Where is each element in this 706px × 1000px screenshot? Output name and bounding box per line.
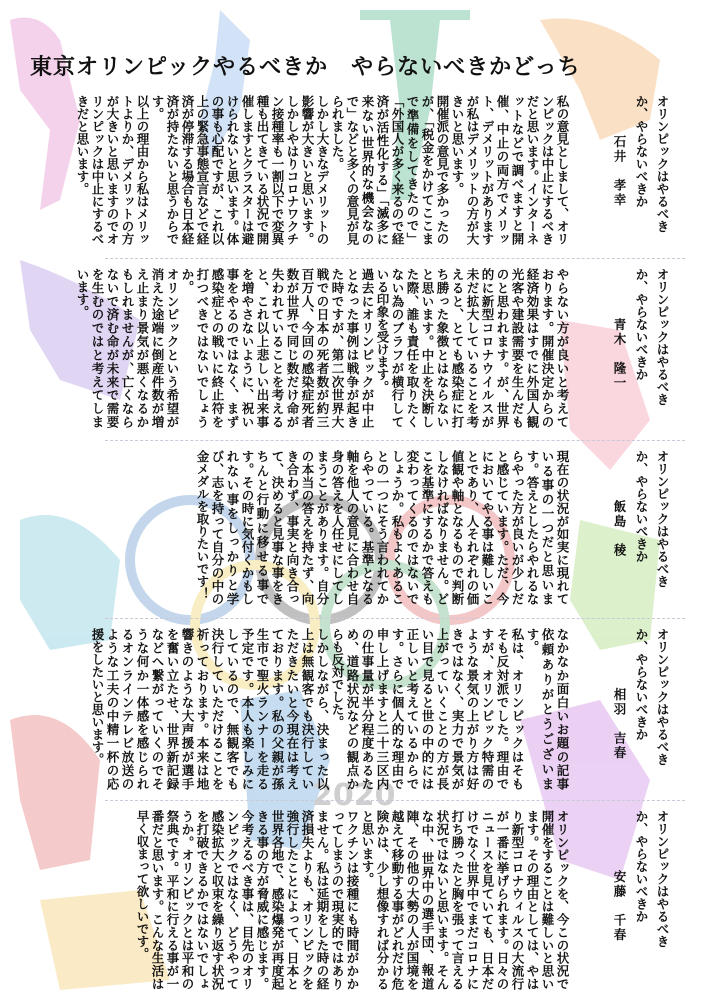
page-title: 東京オリンピックやるべきか やらないべきかどっち — [30, 55, 581, 80]
opinion-paragraph: 以上の理由から私はメリットよりか、デメリットの方が大きいと思いますのでオリンピックは中止にするべきだと思います。 — [75, 95, 150, 245]
section-header — [580, 628, 670, 790]
opinion-paragraph: 開催派の意見で多かったのが、「税金をかけてここまで準備をしてきたので」「外国人が多く来るので経済が活性化する」「滅多に来ない世界的な機会なので」などと多くの意見が見られました。 — [330, 95, 450, 245]
section-header — [580, 95, 670, 245]
opinion-paragraph: なかなか面白いお題の記事依頼ありがとうございます。 — [525, 628, 570, 790]
question-line-2: か、やらないべきか — [634, 810, 649, 923]
opinion-section-3 — [70, 450, 670, 605]
section-divider — [105, 258, 685, 259]
opinion-paragraph: ワクチンは接種にも時間がかかってしまうので現実的ではありません。私は延期をした時の経済損失よりも、オリンピックを強行したことによって、日本と世界各地で、感染爆発が再度起きる事の方が脅威に感じます。今考えるべき事は、目先のオリンピックではなく、どうやって感染拡大と収束を繰り返す状況を打破できるかではないでしょうか。オリンピックとは平和の祭典です。平和に行える事が一番だと思います。こんな生活は早く収まって欲しいです。 — [135, 810, 360, 990]
author-name: 安藤 千春 — [612, 870, 627, 943]
opinion-section-5 — [70, 810, 670, 990]
opinion-paragraph: しかし大きなデメリットの影響が大きいと思います。しかしやはりコロナワクチン接種率も一割以下で変異種も出てきている状況で開催しますとクラスターは避けられないと思います。体の事も心配ですが、これ以上の緊急事態宣言などで経済が停滞する場合も日本経済が持たないと思うからです。 — [150, 95, 330, 245]
opinion-paragraph: やらない方が良いと考えております。開催決定からの経済効果はすでに外国人観光客や建設需要を生んだものと思われます。が、世界的に新型コロナウイルスが未だ拡大していることを考えると、とても感染症に打ち勝った象徴とはならないと思います。中止を決断した際、誰も責任を取りたくない為のブラフが横行している印象を受けます。 — [375, 268, 570, 428]
author-name: 相羽 吉春 — [612, 688, 627, 761]
opinion-section-2 — [70, 268, 670, 428]
author-name: 青木 隆一 — [612, 318, 627, 391]
section-header — [580, 268, 670, 428]
opinion-body — [70, 268, 570, 428]
section-header — [580, 810, 670, 990]
question-line-2: か、やらないべきか — [634, 268, 649, 381]
author-name: 石井 孝幸 — [612, 135, 627, 208]
opinion-body — [70, 450, 570, 605]
opinion-section-1 — [70, 95, 670, 245]
opinion-paragraph: 過去にオリンピックが中止となった事例は戦争が起きた時ですが、第二次世界大戦での日本の死者数が約三百万人、今回の感染症死者数が世界で同じ数だけ命が失われていることを考えると、これ以上悲しい出来事を増やさないように、祝い事をやるのではなく、まず感染症との戦いに終止符を打つべきではないでしょうか。 — [180, 268, 375, 428]
opinion-body — [70, 95, 570, 245]
opinion-section-4 — [70, 628, 670, 790]
question-line-1: オリンピックはやるべき — [655, 628, 670, 766]
section-divider — [105, 800, 685, 801]
section-divider — [105, 618, 685, 619]
opinion-body — [70, 628, 570, 790]
author-name: 飯島 稜 — [612, 500, 627, 558]
section-header — [580, 450, 670, 605]
question-line-2: か、やらないべきか — [634, 450, 649, 563]
opinion-body — [70, 810, 570, 990]
question-line-1: オリンピックはやるべき — [655, 95, 670, 233]
question-line-2: か、やらないべきか — [634, 95, 649, 208]
question-line-1: オリンピックはやるべき — [655, 810, 670, 948]
question-line-1: オリンピックはやるべき — [655, 268, 670, 406]
question-line-2: か、やらないべきか — [634, 628, 649, 741]
question-line-1: オリンピックはやるべき — [655, 450, 670, 588]
opinion-paragraph: オリンピックを、今この状況で開催をすることは難しいと思います。その理由としては、やはり新型コロナウィルスの大流行が一番に挙げられます。日々のニュースを見ていても、日本だけでなく世界中でまだコロナに打ち勝ったと胸を張って言える状況ではないと思います。そんな中、世界中の選手団、報道陣、その他の大勢の人が国境を越えて移動する事がどれだけ危険かは、少し想像すれば分かると思います。 — [360, 810, 570, 990]
opinion-paragraph: しかしながら、決まった以上は無観客でも決行していただきたいと今現在は考えております。私の父親が孫生市で聖火ランナーを走る予定です。本人も楽しみにしているので、無観客でも決行していただけることを祈っております。本来は地響きのような大声援が選手を奮い立たせ、世界新記録などへ繋がっていくのでそうな何か一体感を感じられるオンラインテレビ放送のような工夫の中精一杯の応援をしたいと思います。 — [90, 628, 330, 790]
background-year: 2020 — [312, 778, 396, 813]
opinion-paragraph: オリンピックという希望が消えた途端に倒産件数が増え止まり景気が悪くなるかもしれませんが、亡くならないで済む命が未来で需要を生むのではと考えてしまいます。 — [75, 268, 180, 428]
opinion-paragraph: 現在の状況が如実に現れている事の一つだと思います。答えとしたらやれるならやった方が良いが少しだと感じています。ただ、今においてやる事は難しいことであり、人それぞれの価値観や軸となるもので判断しなければなりません。どこを基準にするかで答えも変わってくるのではないでしょうか。私もよくあることの一つにそう言われてからやっている。基準となる軸を他人の意見に合わせ自身の答えを人任せにしてしまうことがあります。自分の本当の答えを持たず、向き合わず、事実と向き合って、決めると見事な事をきちんと行動に移せる事です。その時に気付くかもしれない事をしっかりと学び、志を持って自分の中の金メダルを取りたいです！ — [195, 450, 570, 605]
section-divider — [105, 440, 685, 441]
opinion-paragraph: 私の意見としまして、オリンピックは中止にするべきだと思います。インターネットなどで調べますと開催、中止の両方でメリット、デメリットがありますが私はデメリットの方が大きいと思います。 — [450, 95, 570, 245]
opinion-paragraph: 私は、オリンピックはそもそも反対派でした。理由ですが、オリンピック特需のような景気の上がり方は好きではなく、実力で景気が上がっていくことの方が長い目で見ると世の中的には正しいと考えているからです。さらに個人的な理由で申し上げますと二十三区内の仕事量が半分程度あるため、道路状況などの観点からも反対でした。 — [330, 628, 525, 790]
